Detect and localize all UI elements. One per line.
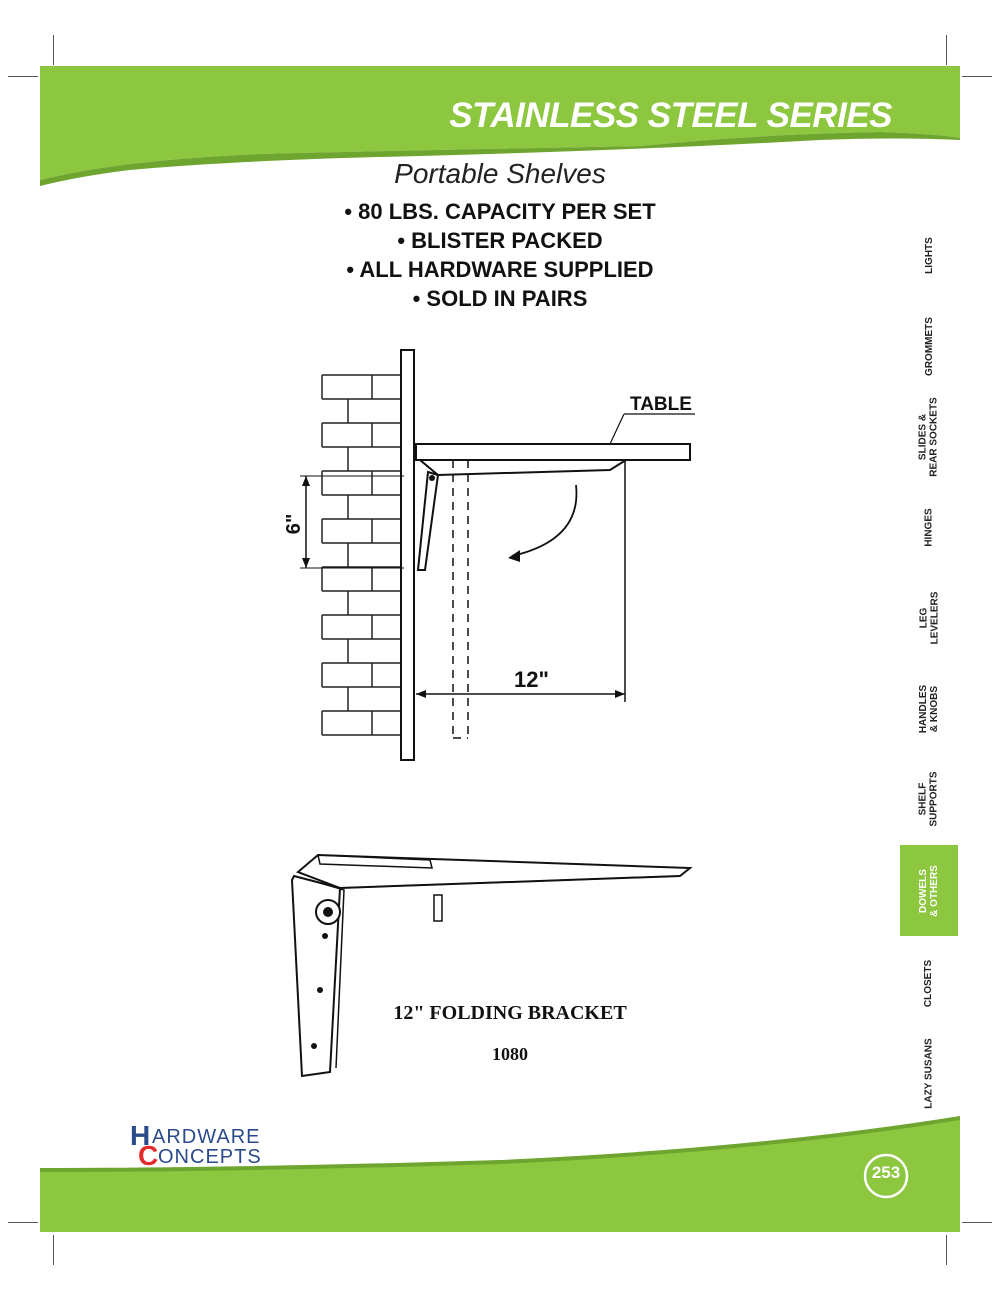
page-number: 253	[871, 1163, 901, 1182]
table-label: TABLE	[630, 394, 692, 415]
wall-panel	[401, 350, 414, 760]
series-title: STAINLESS STEEL SERIES	[449, 96, 892, 135]
brick-wall	[322, 375, 400, 735]
tab-leg-levelers[interactable]	[900, 572, 958, 664]
tab-label: SHELF SUPPORTS	[917, 771, 940, 827]
logo-word-ardware: ARDWARE	[152, 1126, 261, 1148]
tab-closets[interactable]	[900, 938, 958, 1028]
logo-word-oncepts: ONCEPTS	[158, 1146, 262, 1168]
feature-hardware: • ALL HARDWARE SUPPLIED	[346, 257, 654, 282]
logo-letter-h: H	[130, 1120, 151, 1151]
tab-label: HANDLES & KNOBS	[918, 684, 940, 734]
tab-label: HINGES	[923, 507, 935, 547]
category-tab-strip	[900, 210, 960, 1130]
tab-hinges[interactable]	[900, 482, 958, 572]
tab-label: GROMMETS	[923, 316, 935, 376]
tab-lights[interactable]	[900, 210, 958, 300]
tab-lazy-susans[interactable]	[900, 1028, 958, 1118]
feature-pairs: • SOLD IN PAIRS	[412, 286, 588, 311]
product-name: 12" FOLDING BRACKET	[393, 1002, 627, 1024]
tab-grommets[interactable]	[900, 300, 958, 392]
tab-label: CLOSETS	[923, 959, 935, 1007]
tab-label: DOWELS & OTHERS	[917, 864, 940, 917]
product-number: 1080	[492, 1044, 528, 1064]
feature-capacity: • 80 LBS. CAPACITY PER SET	[344, 199, 656, 224]
fold-arrow	[512, 485, 576, 556]
bracket-arm	[420, 460, 626, 475]
tab-label: LEG LEVELERS	[917, 591, 940, 645]
bracket-leg	[418, 472, 438, 570]
table-top	[416, 444, 690, 460]
tab-label: LIGHTS	[923, 236, 935, 274]
tab-handles-knobs[interactable]	[900, 664, 958, 754]
tab-shelf-supports[interactable]	[900, 754, 958, 844]
footer-band	[0, 1110, 1000, 1240]
folded-outline	[453, 460, 468, 738]
tab-label: LAZY SUSANS	[923, 1037, 935, 1109]
feature-packaging: • BLISTER PACKED	[397, 228, 603, 253]
tab-dowels-others[interactable]	[900, 845, 958, 936]
width-dimension: 12"	[514, 667, 549, 692]
installation-diagram	[270, 330, 720, 780]
page-subtitle: Portable Shelves	[394, 158, 606, 189]
tab-label: SLIDES & REAR SOCKETS	[918, 397, 941, 477]
tab-slides-rear-sockets[interactable]	[900, 392, 958, 482]
logo-letter-c: C	[138, 1140, 159, 1171]
height-dimension: 6"	[283, 513, 305, 535]
